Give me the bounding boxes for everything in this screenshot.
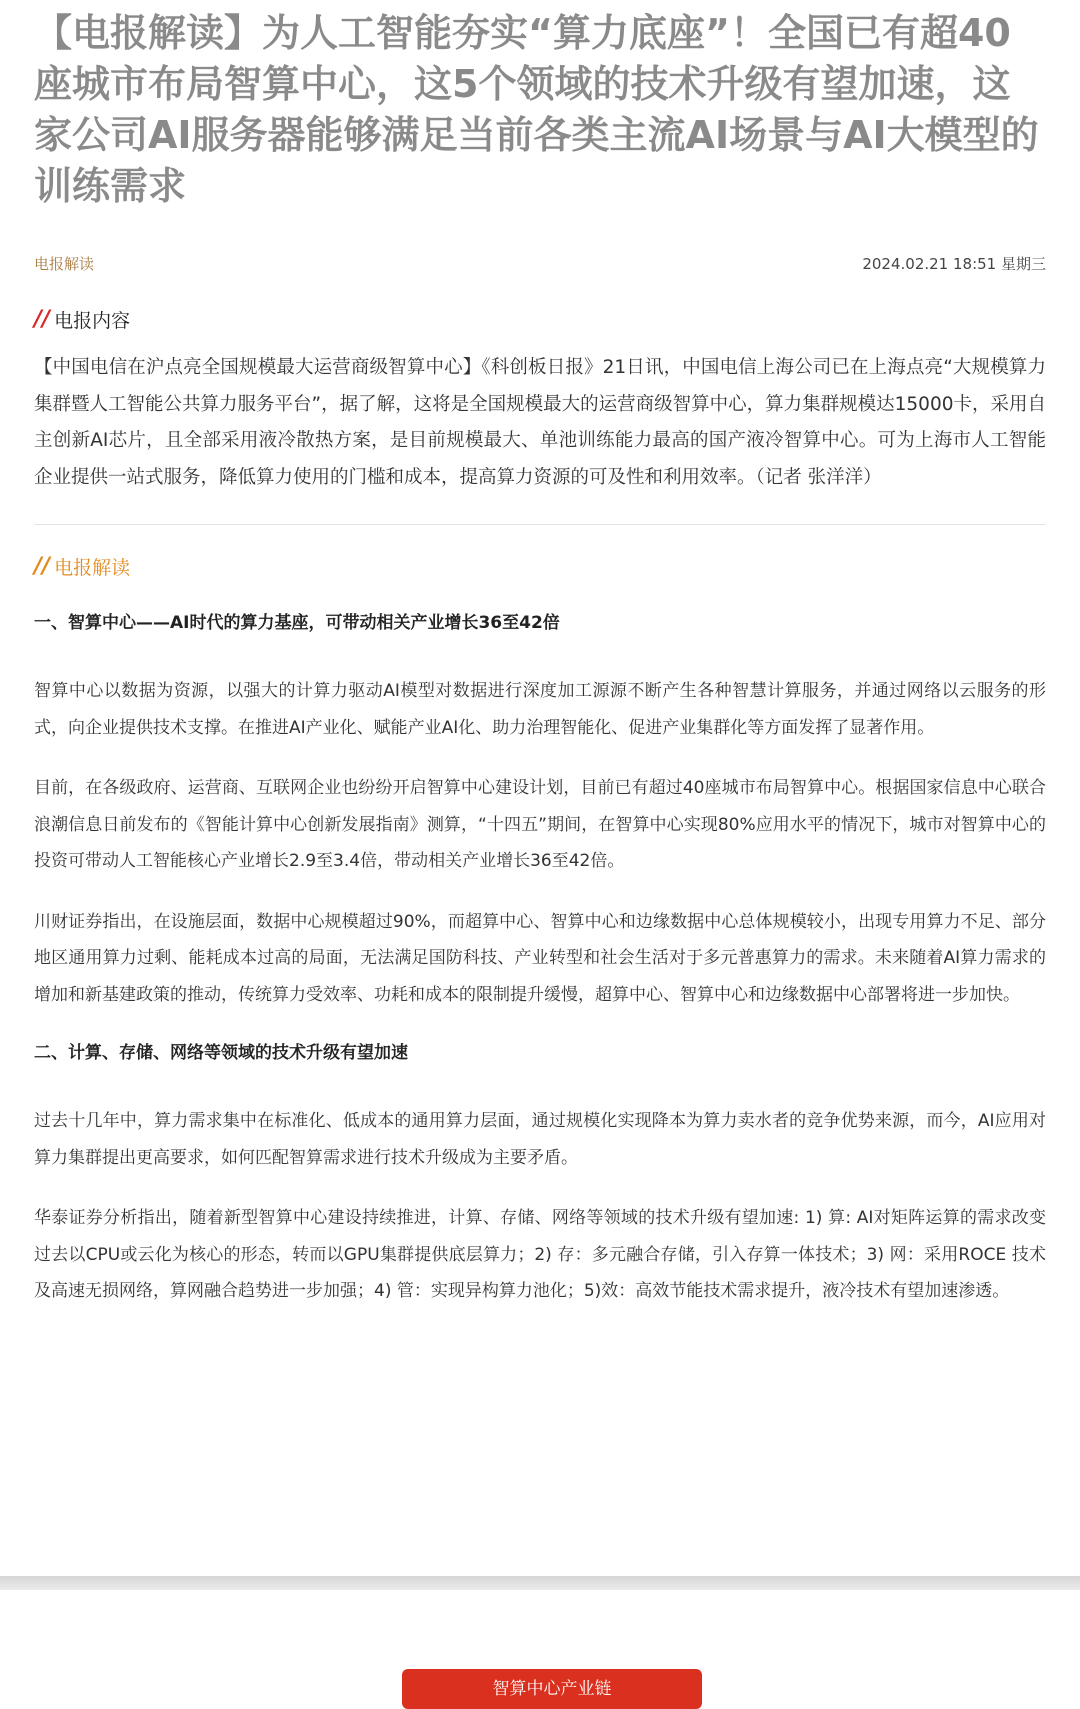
category-tag[interactable]: 电报解读 — [34, 254, 95, 273]
industry-chain-button[interactable]: 智算中心产业链 — [402, 1669, 702, 1709]
section-slash-icon: // — [34, 553, 51, 579]
publish-datetime: 2024.02.21 18:51 星期三 — [862, 254, 1046, 273]
subhead-2: 二、计算、存储、网络等领域的技术升级有望加速 — [34, 1043, 408, 1063]
footer-separator — [0, 1576, 1080, 1590]
analysis-paragraph-5: 华泰证券分析指出，随着新型智算中心建设持续推进，计算、存储、网络等领域的技术升级有望加速: 1) 算: AI对矩阵运算的需求改变过去以CPU或云化为核心的形态，转而以GPU集群提供底层算力；2) 存：多元融合存储，引入存算一体技术；3) 网：采用ROCE 技术及高速无损网络，算网融合趋势进一步加强；4) 管：实现异构算力池化；5)效：高效节能技术需求提升，液冷技术有望加速渗透。 — [34, 1208, 1046, 1301]
analysis-section-header — [34, 549, 1046, 583]
section-divider — [34, 524, 1046, 525]
subhead-1: 一、智算中心——AI时代的算力基座，可带动相关产业增长36至42倍 — [34, 613, 560, 633]
article-headline: 【电报解读】为人工智能夯实“算力底座”！全国已有超40座城市布局智算中心，这5个领域的技术升级有望加速，这家公司AI服务器能够满足当前各类主流AI场景与AI大模型的训练需求 — [34, 11, 1039, 208]
analysis-paragraph-3: 川财证券指出，在设施层面，数据中心规模超过90%，而超算中心、智算中心和边缘数据中心总体规模较小，出现专用算力不足、部分地区通用算力过剩、能耗成本过高的局面，无法满足国防科技、产业转型和社会生活对于多元普惠算力的需求。未来随着AI算力需求的增加和新基建政策的推动，传统算力受效率、功耗和成本的限制提升缓慢，超算中心、智算中心和边缘数据中心部署将进一步加快。 — [34, 911, 1046, 1005]
analysis-paragraph-2: 目前，在各级政府、运营商、互联网企业也纷纷开启智算中心建设计划，目前已有超过40座城市布局智算中心。根据国家信息中心联合浪潮信息日前发布的《智能计算中心创新发展指南》测算，“十四五”期间，在智算中心实现80%应用水平的情况下，城市对智算中心的投资可带动人工智能核心产业增长2.9至3.4倍，带动相关产业增长36至42倍。 — [34, 778, 1046, 871]
analysis-paragraph-1: 智算中心以数据为资源，以强大的计算力驱动AI模型对数据进行深度加工源源不断产生各种智慧计算服务，并通过网络以云服务的形式，向企业提供技术支撑。在推进AI产业化、赋能产业AI化、助力治理智能化、促进产业集群化等方面发挥了显著作用。 — [34, 681, 1046, 738]
content-section-title: 电报内容 — [54, 309, 131, 332]
analysis-section-title: 电报解读 — [54, 556, 131, 579]
section-slash-icon: // — [34, 306, 51, 332]
content-section-header — [34, 302, 1046, 336]
footer-area — [0, 1590, 1080, 1680]
telegram-content-paragraph: 【中国电信在沪点亮全国规模最大运营商级智算中心】《科创板日报》21日讯，中国电信上海公司已在上海点亮“大规模算力集群暨人工智能公共算力服务平台”，据了解，这将是全国规模最大的运营商级智算中心，算力集群规模达15000卡，采用自主创新AI芯片，且全部采用液冷散热方案，是目前规模最大、单池训练能力最高的国产液冷智算中心。可为上海市人工智能企业提供一站式服务，降低算力使用的门槛和成本，提高算力资源的可及性和利用效率。（记者 张洋洋） — [34, 357, 1046, 488]
analysis-paragraph-4: 过去十几年中，算力需求集中在标准化、低成本的通用算力层面，通过规模化实现降本为算力卖水者的竞争优势来源，而今，AI应用对算力集群提出更高要求，如何匹配智算需求进行技术升级成为主要矛盾。 — [34, 1111, 1046, 1168]
article-meta — [34, 248, 1046, 278]
